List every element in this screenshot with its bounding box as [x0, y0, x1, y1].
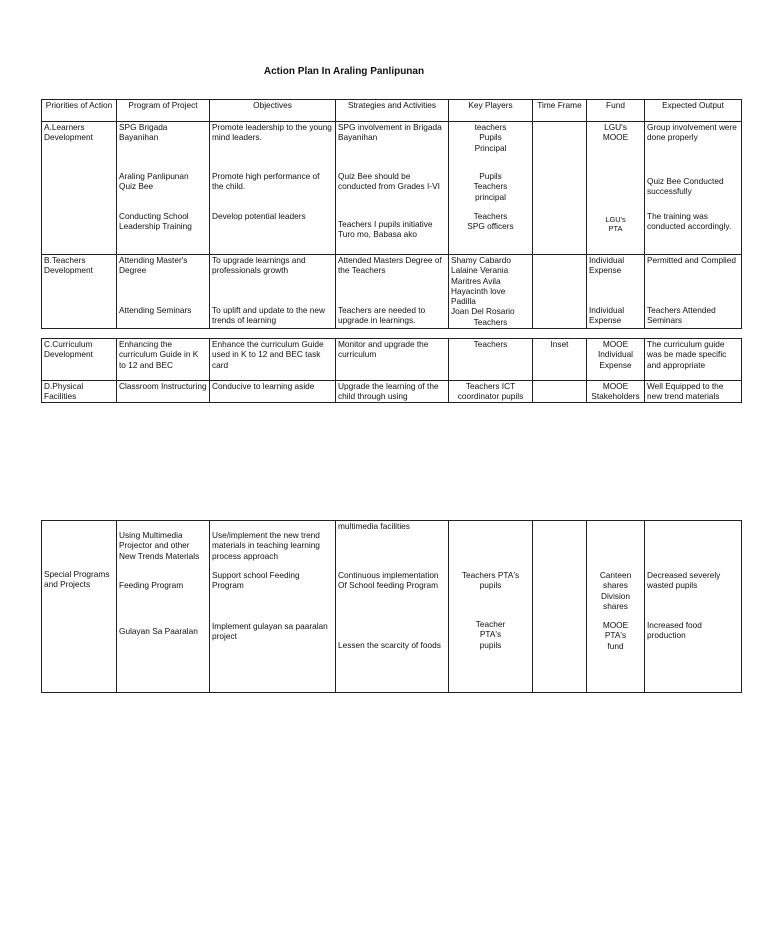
fund-line: Canteen [599, 570, 632, 580]
fund-seminars: Individual Expense [589, 305, 625, 326]
header-key-players: Key Players [449, 100, 533, 122]
key-players-cell: Teachers ICT coordinator pupils [449, 381, 533, 403]
strategy-masters: Attended Masters Degree of the Teachers [338, 255, 442, 276]
fund-cell [587, 122, 645, 255]
strategies-cell [336, 255, 449, 329]
strategy-quizbee: Quiz Bee should be conducted from Grades I-VI [338, 171, 440, 192]
player: Teacher [475, 619, 506, 629]
objectives-cell [210, 521, 336, 693]
player: Lalaine Verania [451, 265, 509, 276]
program-cell [117, 521, 210, 693]
player: Teachers [473, 181, 508, 192]
objectives-cell [210, 255, 336, 329]
action-plan-table-main [41, 99, 742, 329]
header-fund: Fund [587, 100, 645, 122]
program-seminars: Attending Seminars [119, 305, 192, 315]
player: Pupils [479, 171, 502, 181]
key-players-cell: Teachers [449, 339, 533, 381]
output-cell [645, 122, 742, 255]
players-feeding [451, 570, 530, 619]
program-cell: Enhancing the curriculum Guide in K to 12 and BEC [117, 339, 210, 381]
output-cell [645, 521, 742, 693]
page-title: Action Plan In Araling Panlipunan [263, 66, 425, 77]
player: teachers [474, 122, 507, 132]
strategy-multimedia: multimedia facilities [338, 521, 410, 531]
fund-line: shares [603, 580, 628, 591]
fund-cell [587, 521, 645, 693]
objectives-cell [210, 122, 336, 255]
player: Maritres Avila [451, 275, 501, 286]
program-multimedia: Using Multimedia Projector and other New Trends Materials [119, 530, 200, 561]
fund-line: shares [603, 600, 628, 611]
program-cell [117, 255, 210, 329]
player: PTA's [479, 629, 502, 640]
time-frame-cell [533, 122, 587, 255]
output-leadership: The training was conducted accordingly. [647, 211, 732, 232]
strategy-gulayan: Lessen the scarcity of foods [338, 640, 441, 650]
fund-cell [587, 255, 645, 329]
player: Teachers [473, 316, 508, 327]
objective-masters: To upgrade learnings and professionals growth [212, 255, 306, 276]
header-program: Program of Project [117, 100, 210, 122]
header-output: Expected Output [645, 100, 742, 122]
player: Shamy Cabardo [451, 255, 511, 265]
output-feeding: Decreased severely wasted pupils [647, 570, 721, 591]
fund-line: PTA [608, 224, 623, 233]
objective-multimedia: Use/implement the new trend materials in teaching learning process approach [212, 530, 320, 561]
objective-spg: Promote leadership to the young mind leaders. [212, 122, 332, 143]
objective-feeding: Support school Feeding Program [212, 570, 300, 591]
output-quizbee: Quiz Bee Conducted successfully [647, 176, 724, 197]
fund-feeding [589, 570, 642, 620]
row-learners-development [42, 122, 742, 255]
strategies-cell: Upgrade the learning of the child through using [336, 381, 449, 403]
player: principal [475, 191, 506, 202]
player: pupils [479, 639, 502, 650]
priority-cell: B.Teachers Development [42, 255, 117, 329]
players-spg [451, 122, 530, 171]
action-plan-table-continued [41, 338, 742, 403]
fund-line: MOOE [602, 132, 629, 143]
output-cell: Well Equipped to the new trend materials [645, 381, 742, 403]
objective-leadership: Develop potential leaders [212, 211, 306, 221]
player: pupils [479, 580, 502, 591]
fund-line: Stakeholders [591, 391, 640, 402]
program-feeding: Feeding Program [119, 580, 184, 590]
player: Pupils [479, 132, 502, 143]
header-strategies: Strategies and Activities [336, 100, 449, 122]
player: Joan Del Rosario [451, 306, 515, 317]
player: Teachers PTA's [461, 570, 520, 580]
fund-line: Division [600, 590, 631, 601]
priority-cell: C.Curriculum Development [42, 339, 117, 381]
fund-line: Individual [597, 349, 634, 360]
objectives-cell: Conducive to learning aside [210, 381, 336, 403]
time-frame-cell [533, 521, 587, 693]
row-special-programs [42, 521, 742, 693]
output-masters: Permitted and Complied [647, 255, 737, 265]
players-leadership [451, 211, 530, 232]
program-masters: Attending Master's Degree [119, 255, 188, 276]
players-gulayan [451, 619, 530, 650]
key-players-cell [449, 255, 533, 329]
program-cell [117, 122, 210, 255]
action-plan-table-special [41, 520, 742, 693]
time-frame-cell [533, 381, 587, 403]
fund-line: MOOE [602, 381, 629, 391]
strategies-cell: Monitor and upgrade the curriculum [336, 339, 449, 381]
objective-gulayan: Implement gulayan sa paaralan project [212, 621, 328, 642]
row-curriculum-development [42, 339, 742, 381]
program-quizbee: Araling Panlipunan Quiz Bee [119, 171, 189, 192]
row-teachers-development [42, 255, 742, 329]
header-row [42, 100, 742, 122]
output-gulayan: Increased food production [647, 620, 702, 641]
key-players-cell [449, 521, 533, 693]
strategy-leadership [338, 219, 446, 240]
header-time-frame: Time Frame [533, 100, 587, 122]
priority-cell: Special Programs and Projects [42, 521, 117, 693]
fund-line: MOOE [602, 339, 629, 349]
time-frame-cell: Inset [533, 339, 587, 381]
output-cell: The curriculum guide was be made specific and appropriate [645, 339, 742, 381]
objective-quizbee: Promote high performance of the child. [212, 171, 320, 192]
program-spg: SPG Brigada Bayanihan [119, 122, 168, 143]
output-seminars: Teachers Attended Seminars [647, 305, 716, 326]
player: Teachers [473, 211, 508, 221]
fund-spg [589, 122, 642, 215]
fund-line: LGU's [605, 215, 626, 224]
fund-line: MOOE [602, 620, 629, 630]
key-players-cell [449, 122, 533, 255]
player: Principal [474, 142, 507, 153]
fund-gulayan [589, 620, 642, 651]
program-leadership: Conducting School Leadership Training [119, 211, 192, 232]
fund-cell [587, 339, 645, 381]
fund-cell [587, 381, 645, 403]
objective-seminars: To uplift and update to the new trends of learning [212, 305, 326, 326]
header-priorities: Priorities of Action [42, 100, 117, 122]
fund-line: Expense [599, 359, 632, 370]
strategies-cell [336, 122, 449, 255]
player: Hayacinth love Padilla [451, 285, 506, 307]
strategies-cell [336, 521, 449, 693]
fund-line: PTA's [604, 630, 627, 641]
output-cell [645, 255, 742, 329]
strategy-spg: SPG involvement in Brigada Bayanihan [338, 122, 442, 143]
priority-cell: A.Learners Development [42, 122, 117, 255]
output-spg: Group involvement were done properly [647, 122, 737, 143]
strategy-line: Turo mo, Babasa ako [338, 229, 418, 240]
fund-line: LGU's [604, 122, 627, 132]
fund-line: fund [607, 640, 624, 651]
fund-masters: Individual Expense [589, 255, 625, 276]
program-gulayan: Gulayan Sa Paaralan [119, 626, 198, 636]
priority-cell: D.Physical Facilities [42, 381, 117, 403]
program-cell: Classroom Instructuring [117, 381, 210, 403]
players-quizbee [451, 171, 530, 211]
header-objectives: Objectives [210, 100, 336, 122]
objectives-cell: Enhance the curriculum Guide used in K to 12 and BEC task card [210, 339, 336, 381]
row-physical-facilities [42, 381, 742, 403]
player: SPG officers [467, 221, 514, 232]
time-frame-cell [533, 255, 587, 329]
strategy-feeding: Continuous implementation Of School feeding Program [338, 570, 439, 591]
strategy-seminars: Teachers are needed to upgrade in learnings. [338, 305, 426, 326]
fund-leadership [589, 215, 642, 233]
strategy-line: Teachers I pupils initiative [338, 219, 433, 229]
